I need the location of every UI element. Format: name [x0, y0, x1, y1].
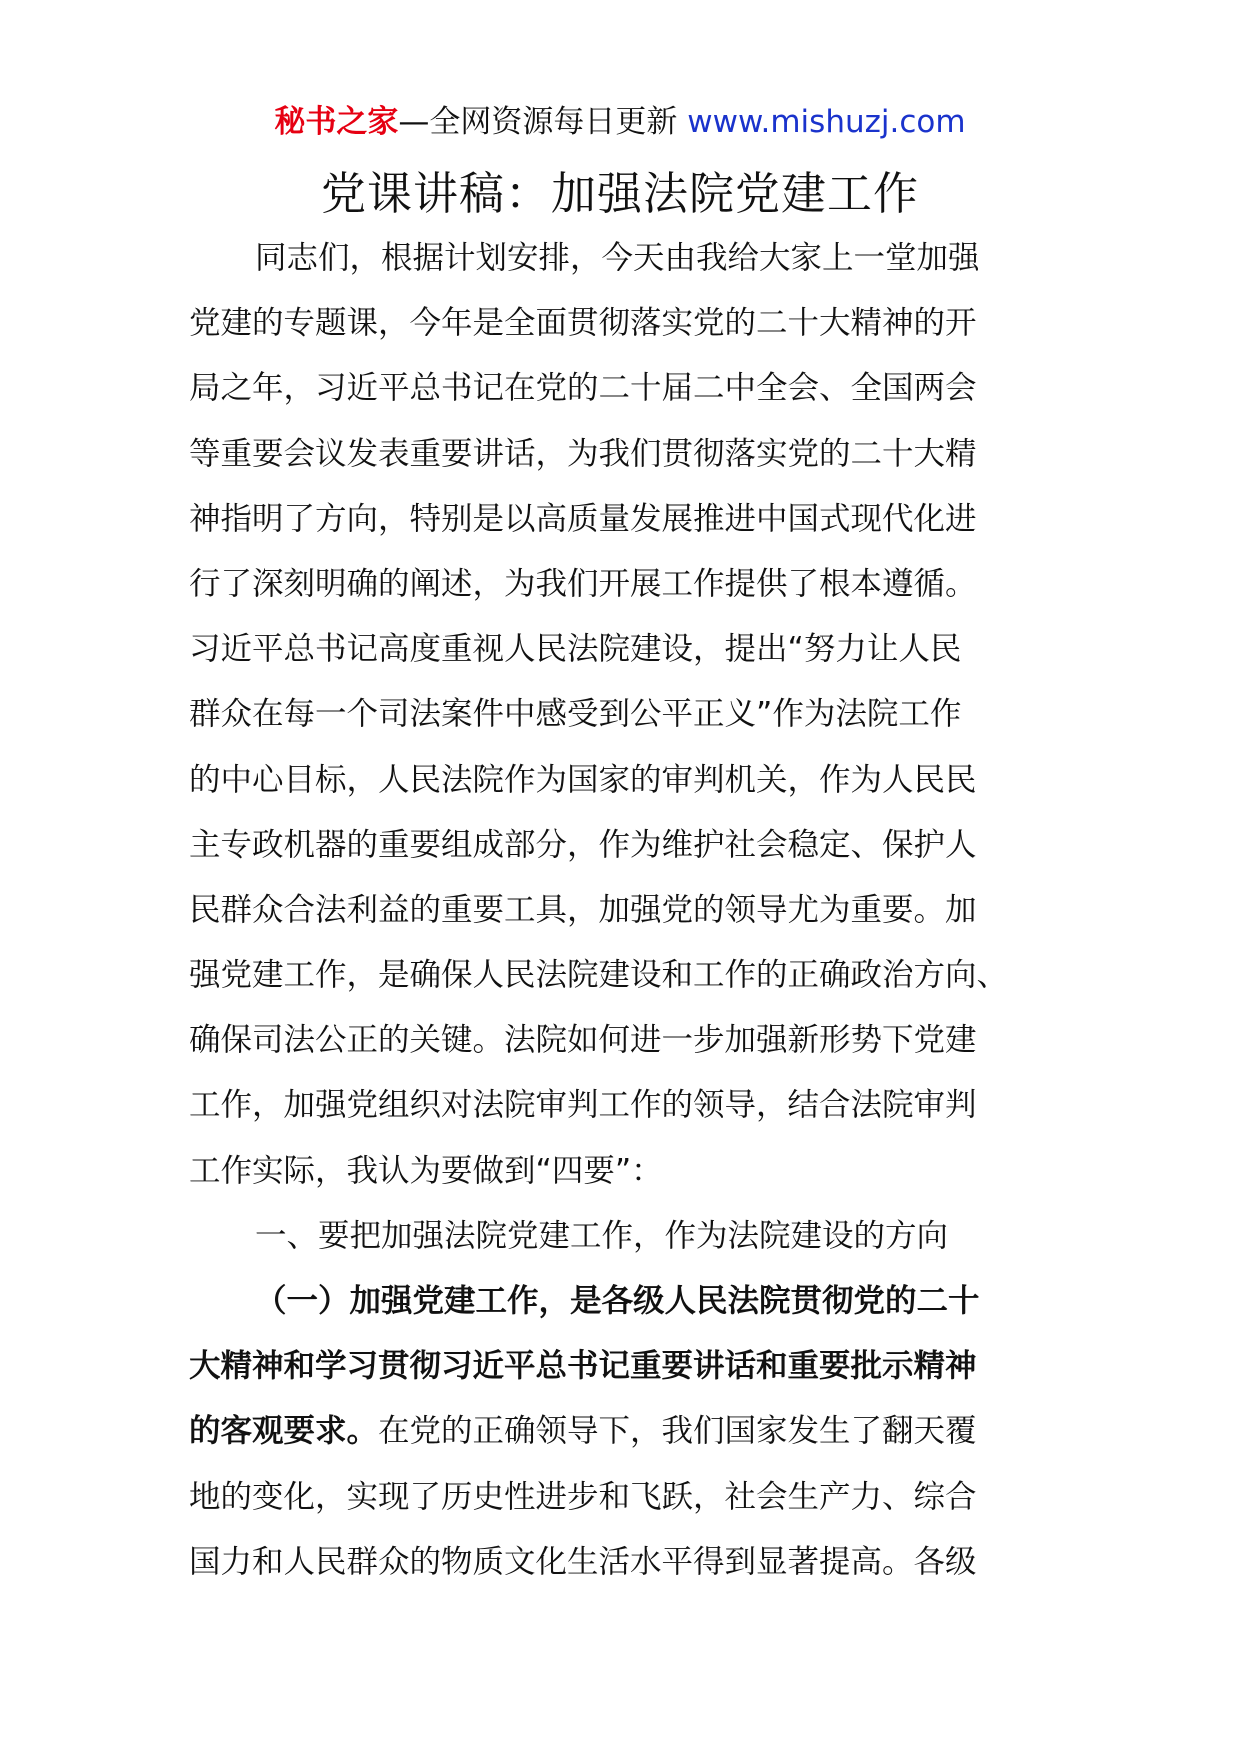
paragraph-line: 群众在每一个司法案件中感受到公平正义”作为法院工作 — [189, 696, 962, 733]
paragraph-text: 在党的正确领导下，我们国家发生了翻天覆 — [378, 1413, 977, 1450]
paragraph-line: 的中心目标，人民法院作为国家的审判机关，作为人民民 — [189, 761, 977, 798]
paragraph-line: 工作，加强党组织对法院审判工作的领导，结合法院审判 — [189, 1087, 977, 1124]
paragraph-line: 工作实际，我认为要做到“四要”： — [189, 1152, 663, 1189]
paragraph-line: 地的变化，实现了历史性进步和飞跃，社会生产力、综合 — [189, 1478, 977, 1515]
paragraph-line: 确保司法公正的关键。法院如何进一步加强新形势下党建 — [189, 1022, 977, 1059]
document-body — [189, 226, 1049, 1595]
header-tagline: —全网资源每日更新 — [398, 104, 688, 140]
subsection-heading-end: 的客观要求。 — [189, 1413, 379, 1450]
paragraph-line: 局之年，习近平总书记在党的二十届二中全会、全国两会 — [189, 370, 977, 407]
site-header — [0, 100, 1240, 144]
paragraph-line: 主专政机器的重要组成部分，作为维护社会稳定、保护人 — [189, 826, 977, 863]
paragraph-line: 国力和人民群众的物质文化生活水平得到显著提高。各级 — [189, 1543, 977, 1580]
paragraph-line: 民群众合法利益的重要工具，加强党的领导尤为重要。加 — [189, 891, 977, 928]
page-title: 党课讲稿：加强法院党建工作 — [320, 167, 919, 220]
paragraph-line: 同志们，根据计划安排，今天由我给大家上一堂加强 — [255, 240, 980, 276]
brand-name: 秘书之家 — [274, 104, 399, 140]
paragraph-line: 习近平总书记高度重视人民法院建设，提出“努力让人民 — [189, 631, 962, 668]
paragraph-line: 强党建工作，是确保人民法院建设和工作的正确政治方向、 — [189, 957, 1009, 994]
section-heading: 一、要把加强法院党建工作，作为法院建设的方向 — [255, 1217, 949, 1254]
paragraph-line: 神指明了方向，特别是以高质量发展推进中国式现代化进 — [189, 500, 977, 537]
paragraph-line: 党建的专题课，今年是全面贯彻落实党的二十大精神的开 — [189, 305, 977, 342]
paragraph-line: 等重要会议发表重要讲话，为我们贯彻落实党的二十大精 — [189, 435, 977, 472]
site-url-link[interactable]: www.mishuzj.com — [687, 104, 966, 140]
subsection-heading-line: 大精神和学习贯彻习近平总书记重要讲话和重要批示精神 — [189, 1348, 977, 1385]
paragraph-line — [189, 1399, 1049, 1464]
paragraph-line: 行了深刻明确的阐述，为我们开展工作提供了根本遵循。 — [189, 565, 977, 602]
subsection-heading-line: （一）加强党建工作，是各级人民法院贯彻党的二十 — [255, 1283, 980, 1319]
